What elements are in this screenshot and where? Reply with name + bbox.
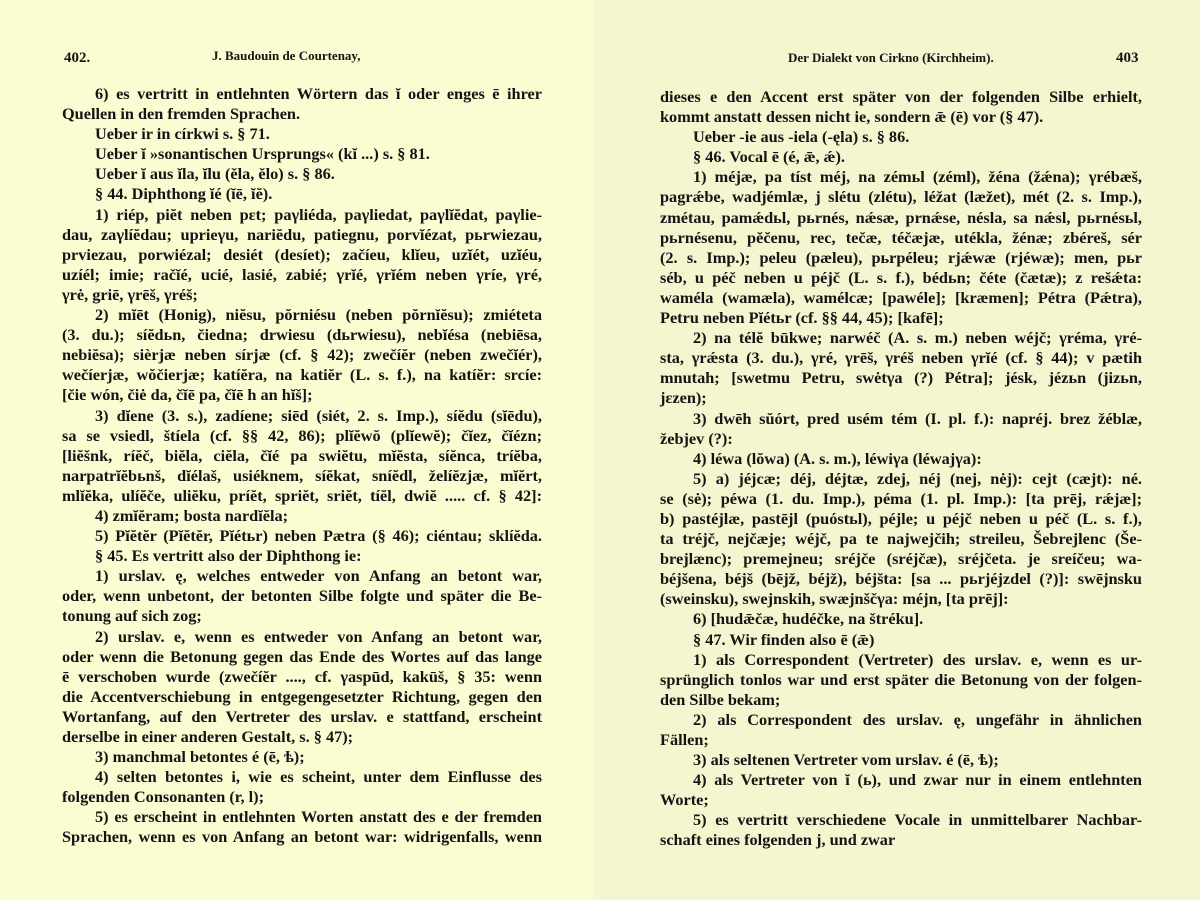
text-line: Wortanfang, auf den Vertreter des urslav. e stattfand, erscheint (62, 706, 542, 726)
text-line: dau, zaγlíĕdau; uprieγu, nariĕdu, patiegnu, porvĭézat, pьrwiezau, (62, 224, 542, 244)
text-line: [liĕšnk, ríĕč, biĕla, ciĕla, čĭé pa swiĕtu, mĭĕsta, síĕnca, tríĕba, (62, 445, 542, 465)
text-line: uzíél; imie; račĭé, ucié, lasié, zabié; γrĭé, γrĭém neben γríe, γré, (62, 264, 542, 284)
text-line: b) pastéjlæ, pastējl (puóstьl), péjle; u péjč neben u péč (L. s. f.), (660, 508, 1142, 528)
right-page (596, 0, 1200, 900)
text-line: béjšena, béjš (bējž, béjž), béjšta: [sa ... pьrjéjzdel (?)]: swējnsku (660, 569, 1142, 589)
text-line: 1) méjæ, pa tíst méj, na zémьl (zéml), žéna (žǽna); γrébæš, (693, 167, 1142, 187)
text-line: jɛzen); (660, 388, 707, 408)
text-line: sta, γrǽsta (3. du.), γré, γrēš, γréš neben γrĭé (cf. § 44); v pætih (660, 348, 1142, 368)
text-line: oder wenn die Betonung gegen das Ende des Wortes auf das lange (62, 646, 542, 666)
running-head-left: J. Baudouin de Courtenay, (212, 48, 361, 63)
text-line: se (sė); péwa (1. du. Imp.), péma (1. pl. Imp.): [ta prēj, rǽjæ]; (660, 488, 1142, 508)
text-line: séb, u péč neben u péjč (L. s. f.), bédьn; čéte (čætæ); z rešǽta: (660, 267, 1142, 287)
text-line: Petru neben Pĭétьr (cf. §§ 44, 45); [kafē]; (660, 308, 944, 328)
text-line: žebjev (?): (660, 428, 733, 448)
page-number-text: 402. (64, 50, 91, 66)
text-line: oder, wenn unbetont, der betonten Silbe folgte und später die Be- (62, 586, 542, 606)
text-line: kommt anstatt dessen nicht ie, sondern ǣ (ē) vor (§ 47). (660, 107, 1044, 127)
text-line: 3) dwēh sŭórt, pred usém tém (I. pl. f.): napréj. brez žéblæ, (693, 408, 1142, 428)
text-line: Quellen in den fremden Sprachen. (62, 104, 301, 124)
running-head-right: Der Dialekt von Cirkno (Kirchheim). (788, 50, 994, 65)
text-line: 2) urslav. e, wenn es entweder von Anfang an betont war, (95, 626, 542, 646)
text-line: Ueber ĭ »sonantischen Ursprungs« (kĭ ...) s. § 81. (95, 144, 430, 164)
text-line: 4) zmĭĕram; bosta nardĭĕla; (95, 505, 289, 525)
text-line: derselbe in einer anderen Gestalt, s. § 47); (62, 727, 354, 746)
text-line: 5) es erscheint in entlehnten Worten anstatt des e der fremden (95, 807, 542, 827)
page-number-right (1116, 50, 1139, 67)
text-line: brejlænc); premejneu; sréjče (sréjčæ), sréjčeta. je sreíčeu; wa- (660, 549, 1142, 569)
left-page-body (62, 84, 542, 848)
text-line: 1) urslav. ę, welches entweder von Anfang an betont war, (95, 566, 542, 586)
text-line: mlĭĕka, ulíĕče, uliĕku, príĕt, spriĕt, sriĕt, tíĕl, dwiĕ ..... cf. § 42]: (62, 485, 542, 505)
text-line: § 46. Vocal ē (é, ǣ, ǽ). (693, 147, 845, 167)
text-line: γrė, griē, γrēš, γréš; (62, 284, 198, 304)
right-page-body (660, 87, 1142, 851)
text-line: ē verschoben wurde (zwečíĕr ...., cf. γaspūd, kakūš, § 35: wenn (62, 666, 542, 686)
text-line: 1) als Correspondent (Vertreter) des urslav. e, wenn es ur- (693, 649, 1142, 669)
text-line: § 47. Wir finden also ē (ǣ) (693, 629, 875, 649)
text-line: 5) es vertritt verschiedene Vocale in unmittelbarer Nachbar- (693, 810, 1142, 830)
left-page (0, 0, 596, 900)
text-line: folgenden Consonanten (r, l); (62, 787, 265, 807)
text-line: 3) dĭene (3. s.), zadíene; siēd (siét, 2. s. Imp.), síĕdu (sĭēdu), (95, 405, 542, 425)
text-line: 3) als seltenen Vertreter vom urslav. é (ē, ѣ); (693, 750, 999, 770)
text-line: nebiĕsa); sièrjæ neben sírjæ (cf. § 42); zwečíĕr (neben zwečĭér), (62, 345, 542, 365)
text-line: die Accentverschiebung in entgegengesetzter Richtung, gegen den (62, 686, 542, 706)
text-line: 5) Pĭĕtĕr (Pĭĕtĕr, Pĭétьr) neben Pætra (§ 46); ciéntau; sklíĕda. (95, 526, 542, 546)
text-line: Ueber ĭ aus ĭla, ĭlu (ěla, ělo) s. § 86. (95, 164, 335, 184)
text-line: prviezau, porwiézal; desiét (desíet); začíeu, klĭeu, uzĭét, uzĭéu, (62, 244, 542, 264)
page-number-text: 403 (1116, 50, 1139, 66)
text-line: (2. s. Imp.); peleu (pæleu), pьrpéleu; rjǽwæ (rjéwæ); men, pьr (660, 247, 1142, 267)
text-line: den Silbe bekam; (660, 689, 781, 709)
text-line: dieses e den Accent erst später von der folgenden Silbe erhielt, (660, 87, 1142, 106)
text-line: 4) als Vertreter von ĭ (ь), und zwar nur in einem entlehnten (693, 770, 1142, 790)
text-line: waméla (wamæla), wamélcæ; [pawéle]; [kræmen]; Pétra (Pǽtra), (660, 287, 1142, 307)
text-line: § 45. Es vertritt also der Diphthong ie: (95, 546, 362, 566)
text-line: zmétau, pamǽdьl, pьrnés, nǽsæ, prnǽse, nésla, sa nǽsl, pьrnésьl, (660, 207, 1142, 227)
text-line: 6) [hudǣčæ, hudéčke, na štréku]. (693, 609, 924, 629)
text-line: Ueber ir in církwi s. § 71. (95, 124, 270, 144)
text-line: Sprachen, wenn es von Anfang an betont war: widrigenfalls, wenn (62, 827, 542, 847)
text-line: 2) als Correspondent des urslav. ę, ungefähr in ähnlichen (693, 709, 1142, 729)
text-line: 2) na télĕ būkwe; narwéč (A. s. m.) neben wéjč; γréma, γré- (693, 328, 1142, 348)
text-line: wečíerjæ, wŏčierjæ; katíĕra, na katiĕr (L. s. f.), na katíĕr: srcíe: (62, 365, 542, 385)
text-line: 4) léwa (lŏwa) (A. s. m.), léwiγa (léwajγa): (693, 448, 982, 468)
text-line: 2) mĭēt (Honig), niĕsu, pŏrniésu (neben pŏrnĭĕsu); zmiéteta (95, 305, 542, 325)
text-line: 5) a) jéjcæ; déj, déjtæ, zdej, néj (nej, nėj): cejt (cæjt): né. (693, 468, 1142, 488)
page-number-left (64, 50, 90, 67)
text-line: § 44. Diphthong ĭé (ĭē, ĭĕ). (95, 184, 273, 204)
text-line: Ueber -ie aus -iela (-ęla) s. § 86. (693, 127, 910, 147)
text-line: Worte; (660, 790, 709, 810)
text-line: sa se vsiedl, štíela (cf. §§ 42, 86); plĭĕwŏ (plĭewĕ); čĭez, čĭézn; (62, 425, 542, 445)
text-line: 4) selten betontes i, wie es scheint, unter dem Einflusse des (95, 767, 542, 787)
text-line: mnutah; [swetmu Petru, swėtγa (?) Pétra]; jésk, jézьn (jizьn, (660, 368, 1142, 388)
text-line: sprünglich tonlos war und erst später die Betonung von der folgen- (660, 669, 1142, 689)
text-line: narpatrĭĕbьnš, dĭélaš, usiéknem, síĕkat, sníĕdl, želíĕzjæ, mĭĕrt, (62, 465, 542, 485)
text-line: pьrnésenu, pěčenu, rec, tečæ, téčæjæ, utékla, žénæ; zbéreš, sér (660, 227, 1142, 247)
text-line: tonung auf sich zog; (62, 606, 202, 626)
text-line: (3. du.); síĕdьn, čiedna; drwiesu (dьrwiesu), nebĭésa (nebiēsa, (62, 325, 542, 345)
text-line: (sweinsku), swejnskih, swæjnščγa: méjn, [ta prēj]: (660, 589, 1009, 609)
text-line: schaft eines folgenden j, und zwar (660, 830, 896, 850)
text-line: Fällen; (660, 730, 709, 749)
text-line: 1) riép, piĕt neben pɛt; paγliéda, paγliedat, paγlĭĕdat, paγlie- (95, 204, 542, 224)
text-line: 6) es vertritt in entlehnten Wörtern das ĭ oder enges ē ihrer (95, 84, 542, 103)
text-line: pagrǽbe, wadjémlæ, j slétu (zlétu), léžat (læžet), mét (2. s. Imp.), (660, 187, 1142, 207)
text-line: [čie wón, čiė da, čĭē pa, čĭē h an hĭš]; (62, 385, 313, 405)
text-line: 3) manchmal betontes é (ē, ѣ); (95, 747, 305, 767)
text-line: ta tréjč, nejčæje; wéjč, pa te najwejčih; streileu, Šebrejlenc (Še- (660, 529, 1142, 549)
